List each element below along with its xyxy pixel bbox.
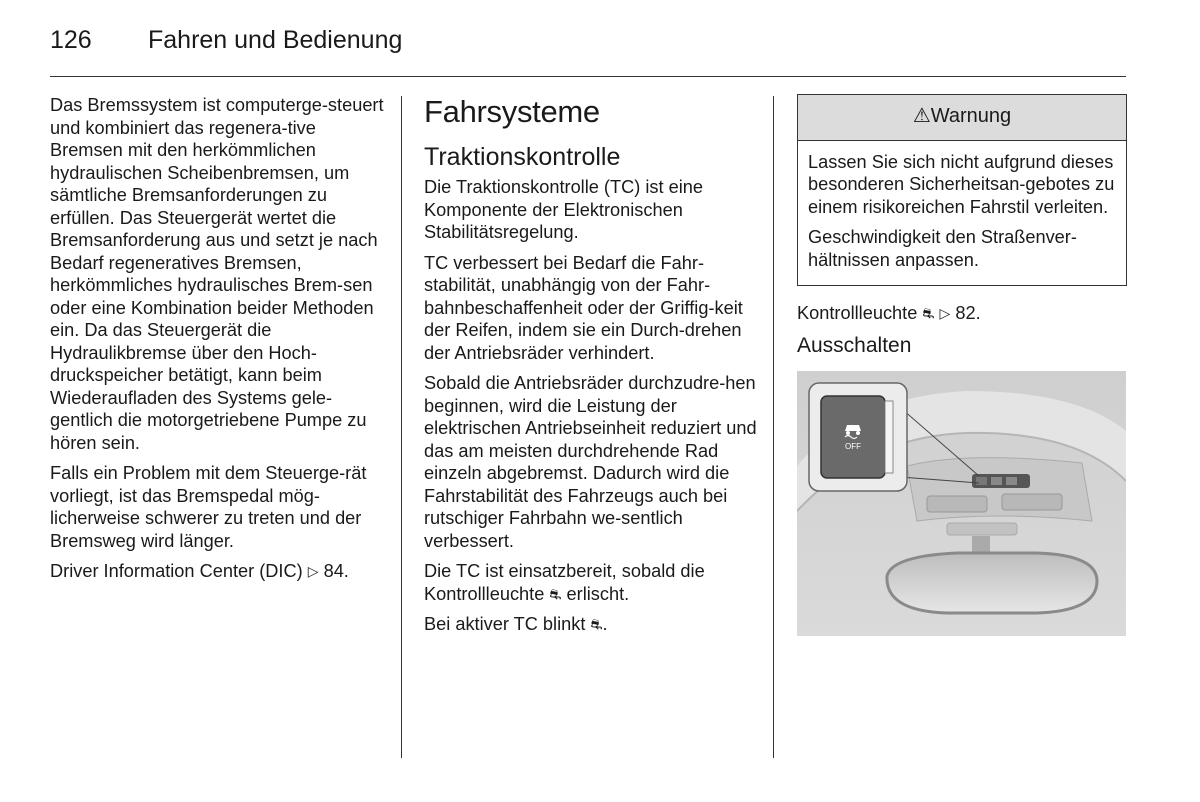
paragraph-text: erlischt. (566, 583, 630, 604)
warning-text: Lassen Sie sich nicht aufgrund dieses besonderen Sicherheitsan-gebotes zu einem risikoreichen Fahrstil verleiten. (808, 151, 1115, 217)
subheading-ausschalten: Ausschalten (797, 333, 912, 357)
paragraph-text: Die TC ist einsatzbereit, sobald die Kontrollleuchte (424, 561, 705, 604)
paragraph: Das Bremssystem ist computerge-steuert und kombiniert das regenera-tive Bremsen mit den herkömmlichen hydraulischen Scheibenbremsen, um sämtliche Bremsanforderungen zu erfüllen. Das Steuergerät wertet die Bremsanforderung aus und setzt je nach Bedarf regeneratives Bremsen, herkömmliches hydraulisches Brem-sen oder eine Kombination beider Methoden ein. Da das Steuergerät die Hydraulikbremse über den Hoch-druckspeicher betätigt, kann beim Wiederaufladen des Systems gele-gentlich die motorgetriebene Pumpe zu hören sein. (50, 95, 384, 453)
paragraph (424, 613, 759, 636)
section-title: Fahrsysteme (424, 94, 600, 129)
warning-triangle-icon: ⚠ (912, 105, 931, 127)
column-divider (401, 96, 402, 758)
overhead-console-drawing (797, 371, 1126, 636)
dic-reference (50, 560, 385, 583)
page-reference[interactable]: 82. (955, 303, 981, 323)
cross-reference-arrow-icon: ▷ (939, 305, 951, 321)
traction-control-icon: ⛐ (549, 585, 562, 602)
warning-header (798, 95, 1126, 141)
page-number: 126 (50, 26, 92, 54)
indicator-text: Kontrollleuchte (797, 303, 918, 323)
paragraph-text: Bei aktiver TC blinkt (424, 614, 586, 634)
warning-text: Geschwindigkeit den Straßenver-hältnissen anpassen. (808, 227, 1077, 270)
column-middle (424, 94, 759, 644)
page-header (50, 24, 1126, 77)
paragraph (424, 560, 759, 605)
column-divider (773, 96, 774, 758)
running-title: Fahren und Bedienung (148, 26, 403, 54)
paragraph-text: . (602, 614, 608, 634)
indicator-reference (797, 302, 1127, 325)
dic-reference-text: Driver Information Center (DIC) (50, 561, 303, 581)
overhead-console-illustration (797, 371, 1126, 636)
cross-reference-arrow-icon: ▷ (307, 563, 319, 579)
traction-control-icon: ⛐ (922, 305, 935, 321)
paragraph: Sobald die Antriebsräder durchzudre-hen beginnen, wird die Leistung der elektrischen Antriebseinheit reduziert und das am meisten durchdrehende Rad einzeln abgebremst. Dadurch wird die Fahrstabilität des Fahrzeugs auch bei rutschiger Fahrbahn we-sentlich verbessert. (424, 373, 757, 551)
paragraph: Die Traktionskontrolle (TC) ist eine Komponente der Elektronischen Stabilitätsregelung. (424, 177, 703, 242)
paragraph: TC verbessert bei Bedarf die Fahr-stabilität, unabhängig von der Fahr-bahnbeschaffenheit oder der Griffig-keit der Reifen, indem sie ein Durch-drehen der Antriebsräder verhindert. (424, 252, 743, 363)
column-left (50, 94, 385, 591)
column-right (797, 94, 1127, 636)
warning-title: Warnung (930, 105, 1012, 127)
warning-body (798, 141, 1126, 286)
traction-control-icon: ⛐ (590, 616, 603, 632)
paragraph: Falls ein Problem mit dem Steuerge-rät vorliegt, ist das Bremspedal mög-licherweise schwerer zu treten und der Bremsweg wird länger. (50, 463, 367, 551)
subsection-title: Traktionskontrolle (424, 143, 621, 171)
page-reference[interactable]: 84. (323, 561, 349, 581)
off-label: OFF (845, 441, 861, 451)
warning-box (797, 94, 1127, 286)
